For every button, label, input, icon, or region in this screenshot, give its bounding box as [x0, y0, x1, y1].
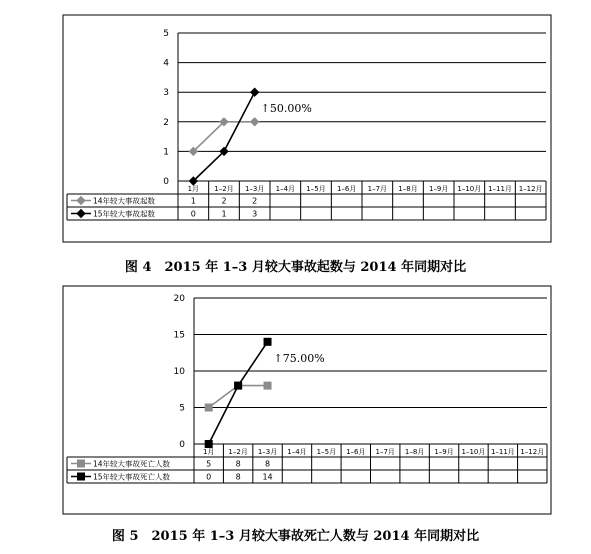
data-table-value: 1	[190, 196, 196, 206]
x-category-label: 1–4月	[287, 448, 307, 456]
x-category-label: 1–12月	[520, 448, 545, 456]
x-category-label: 1–7月	[367, 185, 388, 193]
data-table-value: 2	[221, 196, 227, 206]
y-tick-label: 20	[173, 294, 185, 304]
x-category-label: 1–6月	[336, 185, 357, 193]
data-point	[205, 404, 212, 411]
annotation-label: ↑50.00%	[260, 102, 312, 116]
chart-frame	[63, 15, 551, 242]
x-category-label: 1–3月	[244, 185, 265, 193]
x-category-label: 1–2月	[214, 185, 234, 193]
y-tick-label: 5	[179, 403, 185, 414]
x-category-label: 1–7月	[375, 448, 395, 456]
data-table-value: 1	[221, 209, 227, 219]
x-category-label: 1–5月	[306, 185, 326, 193]
legend-label: 14年较大事故死亡人数	[93, 459, 171, 469]
x-category-label: 1–4月	[275, 185, 296, 193]
x-category-label: 1–6月	[346, 448, 366, 456]
x-category-label: 1–10月	[461, 448, 486, 456]
x-category-label: 1–5月	[316, 448, 337, 456]
data-table-value: 5	[206, 459, 212, 469]
x-category-label: 1月	[187, 185, 200, 193]
data-point	[205, 441, 212, 448]
y-tick-label: 4	[163, 58, 169, 69]
data-table-value: 0	[206, 472, 212, 482]
x-category-label: 1–11月	[488, 185, 512, 193]
y-tick-label: 1	[163, 147, 169, 158]
y-tick-label: 0	[163, 177, 169, 187]
legend-marker	[78, 460, 85, 467]
x-category-label: 1月	[202, 448, 215, 456]
y-tick-label: 15	[173, 330, 185, 341]
legend-marker	[78, 473, 85, 480]
x-category-label: 1–8月	[404, 448, 425, 456]
data-table-value: 0	[190, 209, 196, 219]
x-category-label: 1–11月	[490, 448, 515, 456]
x-category-label: 1–3月	[257, 448, 278, 456]
data-table-value: 8	[264, 459, 271, 469]
y-tick-label: 10	[173, 367, 185, 377]
legend-label: 15年较大事故死亡人数	[93, 472, 171, 482]
data-point	[264, 338, 271, 345]
x-category-label: 1–2月	[228, 448, 248, 456]
chart-figure-5	[0, 284, 591, 520]
data-table-value: 2	[252, 196, 258, 206]
data-table-value: 14	[262, 472, 273, 482]
legend-label: 14年较大事故起数	[93, 196, 156, 206]
legend-label: 15年较大事故起数	[93, 209, 156, 219]
x-category-label: 1–8月	[398, 185, 418, 193]
x-category-label: 1–9月	[428, 185, 449, 193]
figure-5-caption: 图 5 2015 年 1–3 月较大事故死亡人数与 2014 年同期对比	[111, 529, 480, 544]
x-category-label: 1–12月	[518, 185, 543, 193]
y-tick-label: 0	[179, 440, 185, 450]
data-point	[235, 382, 242, 389]
annotation-label: ↑75.00%	[273, 351, 325, 365]
x-category-label: 1–9月	[434, 448, 454, 456]
x-category-label: 1–10月	[457, 185, 482, 193]
figure-4-caption: 图 4 2015 年 1–3 月较大事故起数与 2014 年同期对比	[124, 260, 467, 275]
y-tick-label: 3	[163, 88, 169, 99]
data-table-value: 3	[252, 209, 258, 219]
chart-figure-4	[0, 0, 591, 250]
y-tick-label: 2	[163, 117, 169, 128]
data-point	[264, 382, 271, 389]
y-tick-label: 5	[163, 29, 169, 39]
data-table-value: 8	[235, 472, 241, 482]
data-table-value: 8	[235, 459, 241, 469]
